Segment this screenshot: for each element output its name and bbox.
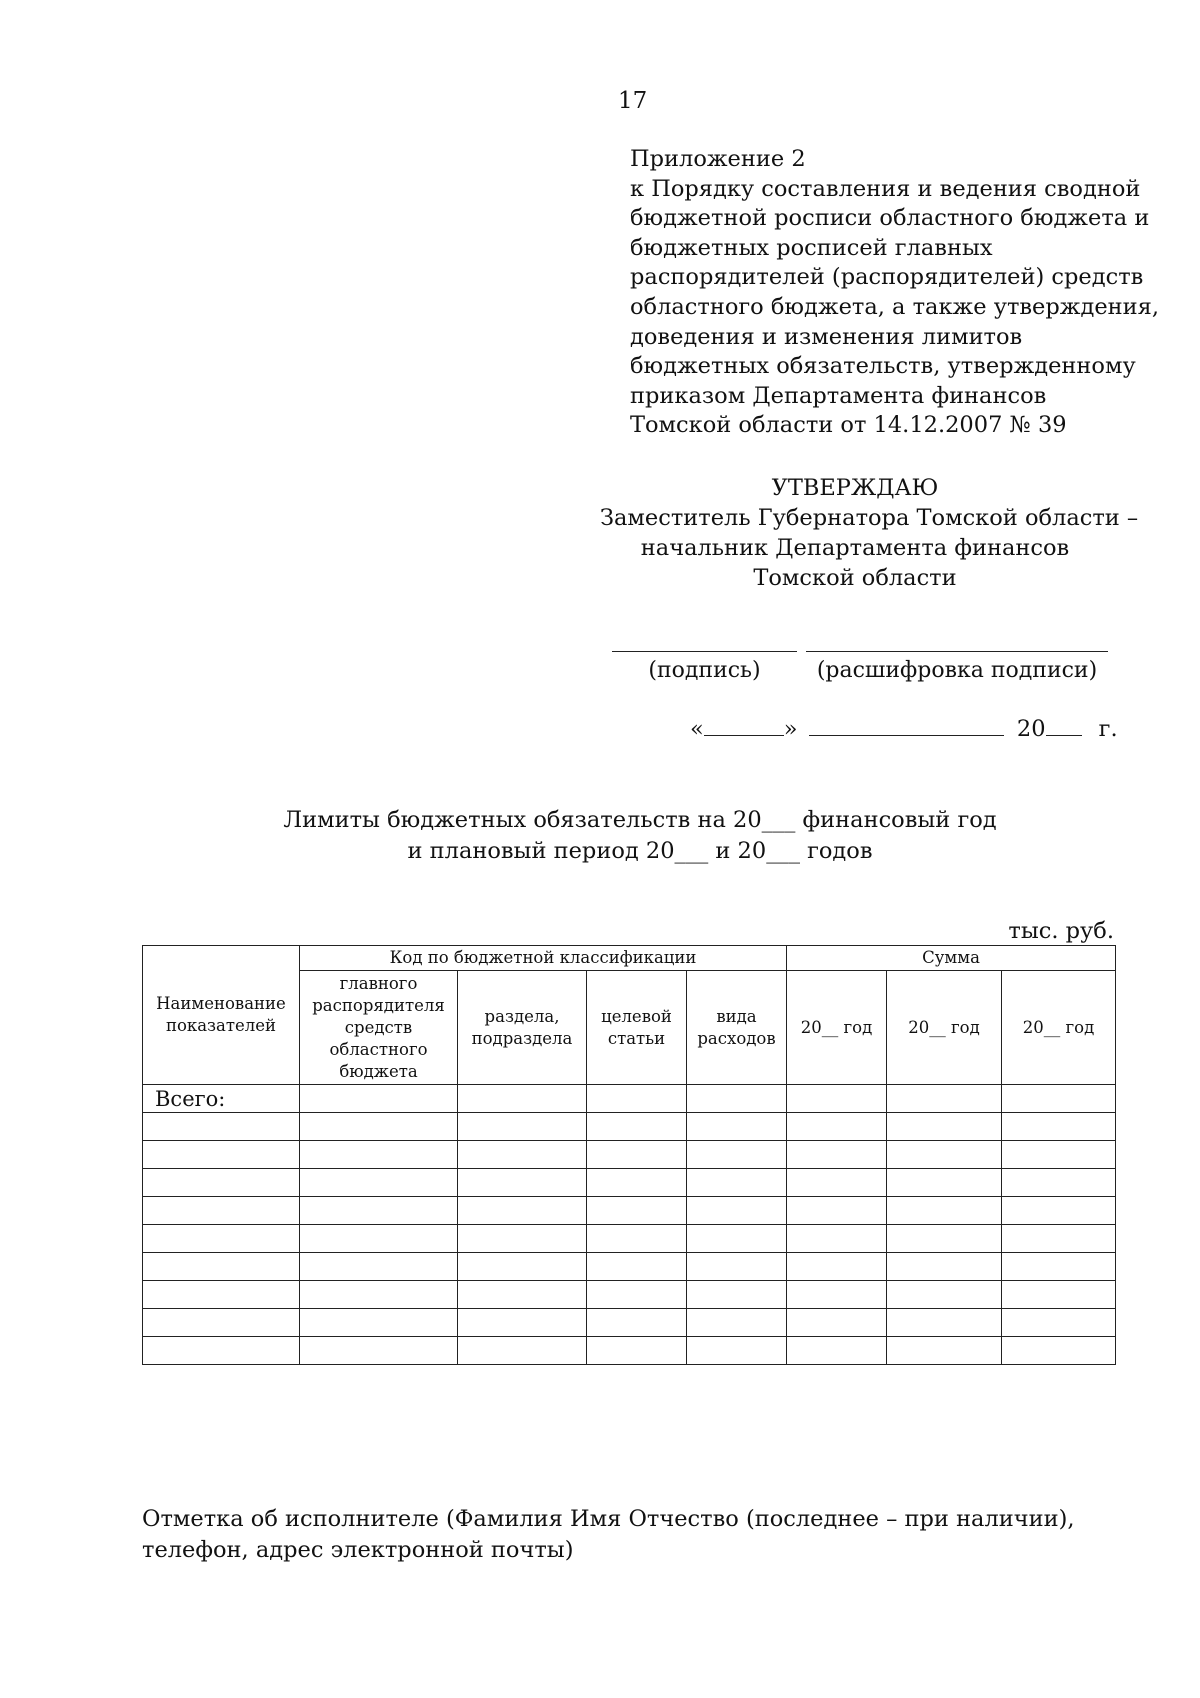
table-cell xyxy=(300,1281,458,1309)
table-cell xyxy=(300,1225,458,1253)
table-cell xyxy=(687,1253,787,1281)
table-cell xyxy=(787,1337,887,1365)
table-cell xyxy=(787,1113,887,1141)
table-cell xyxy=(787,1253,887,1281)
table-cell xyxy=(587,1281,687,1309)
table-cell xyxy=(587,1309,687,1337)
table-cell xyxy=(458,1113,587,1141)
table-cell xyxy=(687,1113,787,1141)
table-cell xyxy=(787,1141,887,1169)
table-cell xyxy=(887,1197,1002,1225)
executor-note xyxy=(142,1504,1142,1566)
date-open-quote: « xyxy=(690,716,704,742)
table-cell xyxy=(787,1197,887,1225)
table-cell xyxy=(143,1197,300,1225)
appendix-line: доведения и изменения лимитов xyxy=(630,323,1023,350)
table-row xyxy=(143,1169,1116,1197)
header-indicator-name: Наименование показателей xyxy=(143,946,300,1085)
table-cell xyxy=(887,1225,1002,1253)
approval-line: Томской области xyxy=(753,565,957,591)
table-cell xyxy=(143,1141,300,1169)
header-year-3: 20__ год xyxy=(1002,971,1116,1085)
table-cell xyxy=(1002,1197,1116,1225)
month-blank xyxy=(809,717,1004,736)
signature-decoding-caption: (расшифровка подписи) xyxy=(816,658,1098,683)
table-cell xyxy=(1002,1253,1116,1281)
appendix-line: Томской области от 14.12.2007 № 39 xyxy=(630,412,1067,439)
table-cell xyxy=(787,1225,887,1253)
approval-line: Заместитель Губернатора Томской области – xyxy=(600,505,1139,531)
table-cell xyxy=(1002,1141,1116,1169)
document-title xyxy=(140,805,1140,867)
header-section-subsection: раздела, подраздела xyxy=(458,971,587,1085)
page-number: 17 xyxy=(618,88,648,114)
table-cell xyxy=(687,1337,787,1365)
table-cell xyxy=(458,1281,587,1309)
table-cell xyxy=(887,1253,1002,1281)
header-year-2: 20__ год xyxy=(887,971,1002,1085)
table-cell xyxy=(587,1253,687,1281)
signature-line xyxy=(612,651,797,652)
table-cell xyxy=(458,1169,587,1197)
table-cell xyxy=(687,1169,787,1197)
table-cell xyxy=(1002,1113,1116,1141)
table-row xyxy=(143,1085,1116,1113)
table-row xyxy=(143,1113,1116,1141)
day-blank xyxy=(704,717,784,736)
approval-block xyxy=(600,473,1139,593)
table-cell xyxy=(687,1281,787,1309)
table-cell xyxy=(687,1309,787,1337)
table-cell xyxy=(143,1253,300,1281)
appendix-line: распорядителей (распорядителей) средств xyxy=(630,264,1144,291)
table-row xyxy=(143,1197,1116,1225)
table-cell xyxy=(887,1085,1002,1113)
table-cell xyxy=(458,1197,587,1225)
table-cell xyxy=(787,1281,887,1309)
table-cell xyxy=(458,1225,587,1253)
table-cell xyxy=(143,1113,300,1141)
table-cell xyxy=(587,1169,687,1197)
table-cell xyxy=(458,1253,587,1281)
table-cell xyxy=(300,1113,458,1141)
table-cell xyxy=(300,1309,458,1337)
units-label: тыс. руб. xyxy=(1008,918,1114,944)
table-cell xyxy=(587,1225,687,1253)
table-cell xyxy=(587,1113,687,1141)
table-cell xyxy=(787,1309,887,1337)
header-sum: Сумма xyxy=(787,946,1116,971)
table-cell xyxy=(787,1169,887,1197)
approval-heading: УТВЕРЖДАЮ xyxy=(771,475,939,501)
limits-table xyxy=(142,945,1116,1365)
table-cell xyxy=(587,1197,687,1225)
table-cell xyxy=(458,1141,587,1169)
header-budget-classification-code: Код по бюджетной классификации xyxy=(300,946,787,971)
table-cell xyxy=(887,1169,1002,1197)
table-cell xyxy=(887,1141,1002,1169)
signature-caption: (подпись) xyxy=(648,658,761,683)
table-row xyxy=(143,1281,1116,1309)
appendix-line: бюджетных росписей главных xyxy=(630,234,993,261)
table-cell xyxy=(1002,1225,1116,1253)
table-row xyxy=(143,1225,1116,1253)
header-year-1: 20__ год xyxy=(787,971,887,1085)
table-cell xyxy=(587,1085,687,1113)
table-cell xyxy=(687,1085,787,1113)
appendix-line: приказом Департамента финансов xyxy=(630,382,1047,409)
date-close-quote: » xyxy=(783,716,798,742)
table-row xyxy=(143,1253,1116,1281)
table-cell xyxy=(1002,1085,1116,1113)
table-cell xyxy=(458,1085,587,1113)
title-line-2: и плановый период 20___ и 20___ годов xyxy=(407,838,873,864)
row-label-total: Всего: xyxy=(143,1085,300,1113)
header-chief-manager: главного распорядителя средств областного бюджета xyxy=(300,971,458,1085)
table-cell xyxy=(143,1225,300,1253)
table-cell xyxy=(300,1141,458,1169)
approval-line: начальник Департамента финансов xyxy=(640,535,1070,561)
year-blank xyxy=(1046,717,1082,736)
table-cell xyxy=(887,1337,1002,1365)
table-cell xyxy=(1002,1169,1116,1197)
appendix-line: бюджетной росписи областного бюджета и xyxy=(630,205,1150,232)
table-cell xyxy=(587,1337,687,1365)
appendix-line: бюджетных обязательств, утвержденному xyxy=(630,353,1136,380)
executor-note-line-2: телефон, адрес электронной почты) xyxy=(142,1537,574,1563)
table-cell xyxy=(143,1169,300,1197)
table-cell xyxy=(143,1281,300,1309)
header-target-article: целевой статьи xyxy=(587,971,687,1085)
table-cell xyxy=(300,1337,458,1365)
appendix-line: Приложение 2 xyxy=(630,146,806,172)
table-cell xyxy=(300,1253,458,1281)
appendix-line: к Порядку составления и ведения сводной xyxy=(630,175,1141,202)
table-cell xyxy=(458,1337,587,1365)
appendix-line: областного бюджета, а также утверждения, xyxy=(630,293,1159,320)
table-cell xyxy=(300,1197,458,1225)
table-row xyxy=(143,1141,1116,1169)
table-cell xyxy=(687,1141,787,1169)
table-row xyxy=(143,1337,1116,1365)
table-cell xyxy=(143,1337,300,1365)
table-cell xyxy=(887,1309,1002,1337)
approval-date xyxy=(690,716,1118,742)
executor-note-line-1: Отметка об исполнителе (Фамилия Имя Отчество (последнее – при наличии), xyxy=(142,1506,1075,1532)
year-prefix: 20 xyxy=(1016,716,1046,742)
table-cell xyxy=(458,1309,587,1337)
table-cell xyxy=(1002,1309,1116,1337)
appendix-reference xyxy=(630,145,1159,441)
table-cell xyxy=(587,1141,687,1169)
table-cell xyxy=(887,1281,1002,1309)
table-cell xyxy=(1002,1281,1116,1309)
table-cell xyxy=(687,1225,787,1253)
table-row xyxy=(143,1309,1116,1337)
year-suffix: г. xyxy=(1098,716,1118,742)
title-line-1: Лимиты бюджетных обязательств на 20___ финансовый год xyxy=(283,807,997,833)
table-cell xyxy=(300,1085,458,1113)
table-cell xyxy=(787,1085,887,1113)
signature-decoding-line xyxy=(806,651,1108,652)
table-cell xyxy=(300,1169,458,1197)
header-expense-type: вида расходов xyxy=(687,971,787,1085)
table-cell xyxy=(1002,1337,1116,1365)
table-cell xyxy=(143,1309,300,1337)
table-cell xyxy=(887,1113,1002,1141)
table-cell xyxy=(687,1197,787,1225)
